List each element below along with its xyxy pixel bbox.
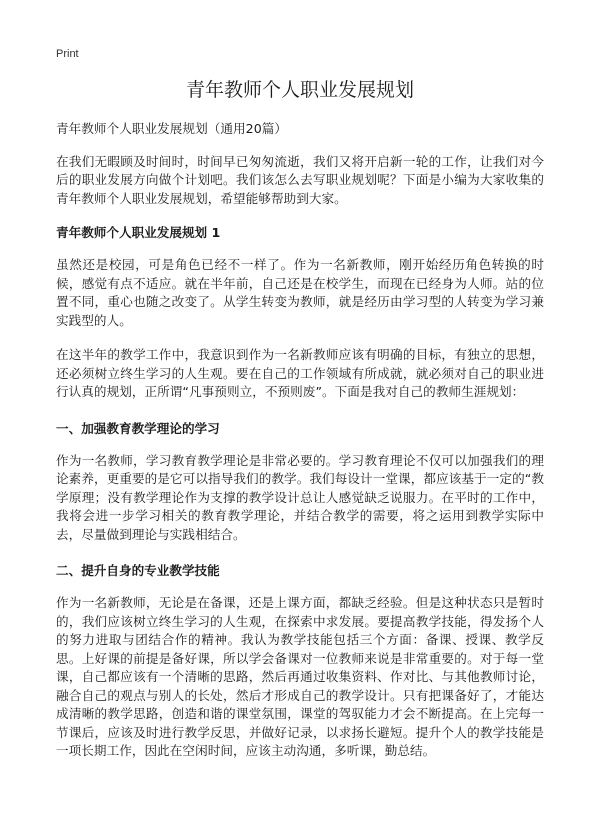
document-body [56, 120, 544, 761]
section-heading: 青年教师个人职业发展规划 1 [56, 225, 221, 240]
document-subtitle: 青年教师个人职业发展规划（通用20篇） [56, 121, 288, 136]
subsection-heading: 二、提升自身的专业教学技能 [56, 563, 220, 578]
body-paragraph: 在这半年的教学工作中，我意识到作为一名新教师应该有明确的目标，有独立的思想，还必须树立终生学习的人生观。要在自己的工作领域有所成就，就必须对自己的职业进行认真的规划，正所谓“凡事预则立，不预则废”。下面是我对自己的教师生涯规划： [56, 347, 544, 399]
intro-paragraph: 在我们无暇顾及时间时，时间早已匆匆流逝，我们又将开启新一轮的工作，让我们对今后的职业发展方向做个计划吧。我们该怎么去写职业规划呢？下面是小编为大家收集的青年教师个人职业发展规划，希望能够帮助到大家。 [56, 153, 544, 206]
body-paragraph: 作为一名新教师，无论是在备课，还是上课方面，都缺乏经验。但是这种状态只是暂时的，我们应该树立终生学习的人生观，在探索中求发展。要提高教学技能，得发扬个人的努力进取与团结合作的精神。我认为教学技能包括三个方面：备课、授课、教学反思。上好课的前提是备好课，所以学会备课对一位教师来说是非常重要的。对于每一堂课，自己都应该有一个清晰的思路，然后再通过收集资料、作对比、与其他教师讨论，融合自己的观点与别人的长处，然后才形成自己的教学设计。只有把课备好了，才能达成清晰的教学思路，创造和谐的课堂氛围，课堂的驾驭能力才会不断提高。在上完每一节课后，应该及时进行教学反思，并做好记录，以求扬长避短。提升个人的教学技能是一项长期工作，因此在空闲时间，应该主动沟通，多听课，勤总结。 [56, 595, 544, 758]
document-title: 青年教师个人职业发展规划 [185, 79, 414, 101]
subsection-heading: 一、加强教育教学理论的学习 [56, 420, 220, 436]
print-label: Print [56, 48, 79, 60]
body-paragraph: 作为一名教师，学习教育教学理论是非常必要的。学习教育理论不仅可以加强我们的理论素养，更重要的是它可以指导我们的教学。我们每设计一堂课，都应该基于一定的“教学原理；没有教学理论作为支撑的教学设计总让人感觉缺乏说服力。在平时的工作中，我将会进一步学习相关的教育教学理论，并结合教学的需要，将之运用到教学实际中去，尽量做到理论与实践相结合。 [56, 452, 544, 542]
body-paragraph: 虽然还是校园，可是角色已经不一样了。作为一名新教师，刚开始经历角色转换的时候，感觉有点不适应。就在半年前，自己还是在校学生，而现在已经身为人师。站的位置不同，重心也随之改变了。从学生转变为教师，就是经历由学习型的人转变为学习兼实践型的人。 [56, 257, 544, 328]
